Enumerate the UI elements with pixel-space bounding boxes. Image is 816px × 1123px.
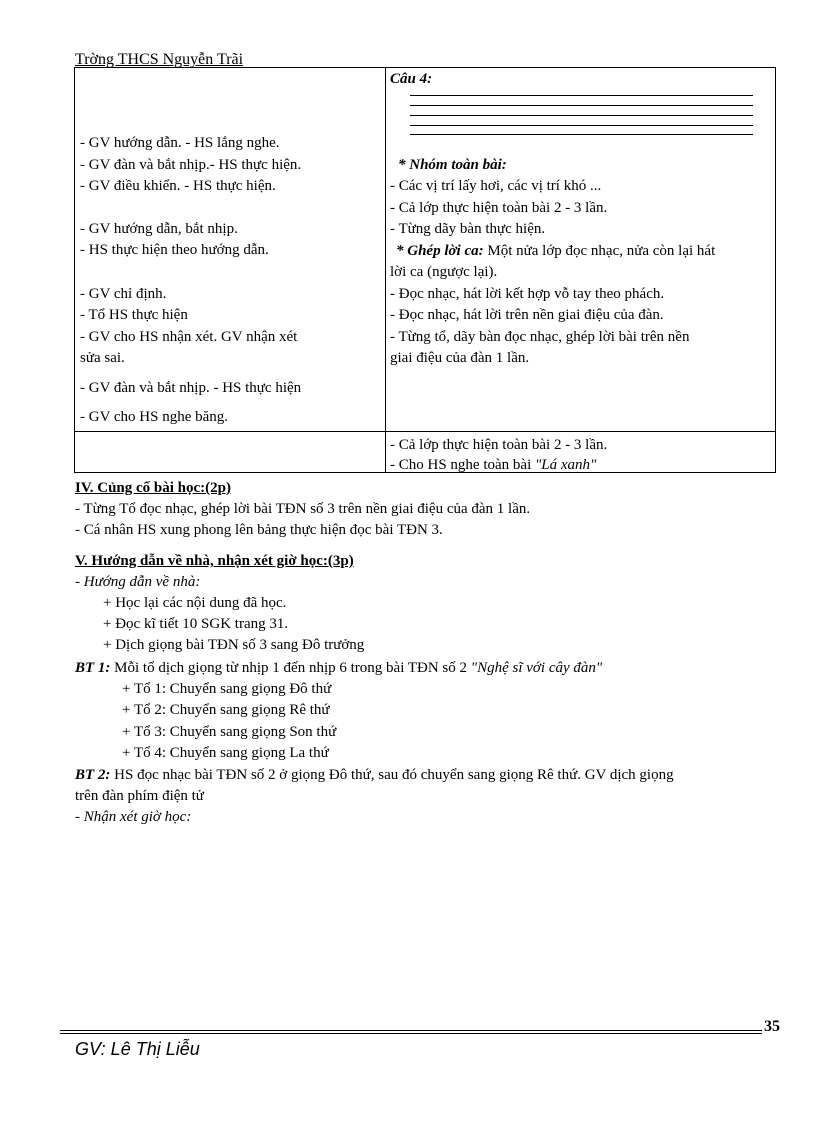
bt2-line-2: trên đàn phím điện tử (75, 788, 204, 804)
answer-line (410, 95, 753, 96)
right-item: - Cho HS nghe toàn bài "Lá xanh" (390, 457, 597, 473)
homework-subheading: - Hướng dẫn về nhà: (75, 574, 201, 590)
homework-item: + Học lại các nội dung đã học. (103, 595, 287, 611)
right-item: - Từng tổ, dãy bàn đọc nhạc, ghép lời bài trên nền (390, 329, 690, 345)
ghep-line (396, 242, 715, 261)
right-item: - Cả lớp thực hiện toàn bài 2 - 3 lần. (390, 200, 608, 216)
homework-item: + Dịch giọng bài TĐN số 3 sang Đô trưởng (103, 637, 365, 653)
right-item: - Từng dãy bàn thực hiện. (390, 221, 546, 237)
nhom-heading: * Nhóm toàn bài: (398, 157, 507, 173)
right-item: - Các vị trí lấy hơi, các vị trí khó ... (390, 178, 602, 194)
bt1-item: + Tổ 3: Chuyển sang giọng Son thứ (122, 724, 337, 740)
bt2-label: BT 2: (75, 767, 111, 783)
bt1-item: + Tổ 2: Chuyển sang giọng Rê thứ (122, 702, 330, 718)
left-row: - GV đàn và bắt nhịp.- HS thực hiện. (80, 157, 302, 173)
table-row-divider (74, 431, 776, 432)
review-subheading: - Nhận xét giờ học: (75, 809, 192, 825)
left-row: - GV hướng dẫn. - HS lắng nghe. (80, 135, 280, 151)
page-number: 35 (764, 1018, 780, 1035)
bt1-label: BT 1: (75, 660, 111, 676)
homework-item: + Đọc kĩ tiết 10 SGK trang 31. (103, 616, 289, 632)
left-row: - GV điều khiển. - HS thực hiện. (80, 178, 276, 194)
section-4-item: - Từng Tổ đọc nhạc, ghép lời bài TĐN số 3 trên nền giai điệu của đàn 1 lần. (75, 501, 531, 517)
left-row: - GV cho HS nghe băng. (80, 409, 229, 425)
right-item: - Cả lớp thực hiện toàn bài 2 - 3 lần. (390, 437, 608, 453)
section-4-item: - Cá nhân HS xung phong lên bảng thực hiện đọc bài TĐN 3. (75, 522, 443, 538)
bt1-item: + Tổ 4: Chuyển sang giọng La thứ (122, 745, 329, 761)
right-item: giai điệu của đàn 1 lần. (390, 350, 530, 366)
song-title: "Lá xanh" (534, 457, 597, 473)
left-row: - GV chỉ định. (80, 286, 167, 302)
ghep-text: Một nửa lớp đọc nhạc, nửa còn lại hát (483, 243, 716, 259)
bt2-line: BT 2: HS đọc nhạc bài TĐN số 2 ở giọng Đô thứ, sau đó chuyển sang giọng Rê thứ. GV dịch giọng (75, 767, 674, 783)
right-item: - Đọc nhạc, hát lời trên nền giai điệu của đàn. (390, 307, 664, 323)
answer-line (410, 134, 753, 135)
table-column-divider (385, 67, 386, 473)
cau4-label: Câu 4: (390, 71, 433, 87)
school-header: Trờng THCS Nguyễn Trãi (75, 51, 244, 68)
footer-rule (60, 1030, 762, 1031)
answer-line (410, 115, 753, 116)
answer-line (410, 125, 753, 126)
right-item: - Đọc nhạc, hát lời kết hợp vỗ tay theo phách. (390, 286, 665, 302)
bt1-line: BT 1: Mỗi tổ dịch giọng từ nhịp 1 đến nhịp 6 trong bài TĐN số 2 "Nghệ sĩ với cây đàn" (75, 660, 603, 676)
bt1-song: "Nghệ sĩ với cây đàn" (470, 660, 603, 676)
bt1-item: + Tổ 1: Chuyển sang giọng Đô thứ (122, 681, 332, 697)
left-row: sửa sai. (80, 350, 125, 366)
ghep-heading: * Ghép lời ca: (396, 243, 484, 259)
teacher-name: GV: Lê Thị Liễu (75, 1039, 200, 1059)
right-item: lời ca (ngược lại). (390, 264, 498, 280)
footer-rule (60, 1033, 762, 1034)
left-row: - Tổ HS thực hiện (80, 307, 188, 323)
answer-line (410, 105, 753, 106)
left-row: - GV cho HS nhận xét. GV nhận xét (80, 329, 298, 345)
left-row: - GV hướng dẫn, bắt nhịp. (80, 221, 238, 237)
section-5-title: V. Hướng dẫn về nhà, nhận xét giờ học:(3p) (75, 553, 354, 569)
left-row: - HS thực hiện theo hướng dẫn. (80, 242, 269, 258)
section-4-title: IV. Củng cố bài học:(2p) (75, 480, 231, 496)
left-row: - GV đàn và bắt nhịp. - HS thực hiện (80, 380, 302, 396)
